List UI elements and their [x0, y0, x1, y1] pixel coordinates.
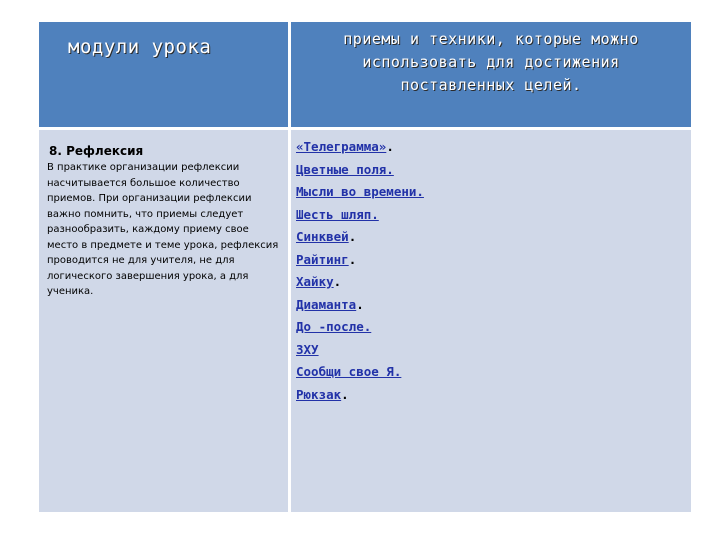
- technique-suffix: .: [341, 386, 349, 402]
- technique-suffix: .: [386, 139, 394, 154]
- technique-item: [296, 384, 424, 407]
- technique-item: [296, 271, 424, 294]
- technique-item: [296, 159, 424, 182]
- lesson-table: [39, 22, 691, 512]
- technique-link[interactable]: «Телеграмма»: [296, 139, 387, 154]
- technique-item: [296, 316, 424, 339]
- technique-link[interactable]: Хайку: [296, 274, 334, 289]
- technique-link[interactable]: Синквей: [296, 229, 349, 244]
- column-header-line: использовать для достижения: [362, 53, 620, 71]
- technique-link[interactable]: Мысли во времени.: [296, 184, 424, 199]
- technique-suffix: .: [356, 296, 364, 312]
- column-header-line: приемы и техники, которые можно: [343, 30, 639, 48]
- column-header-modules: модули урока: [68, 36, 212, 58]
- technique-suffix: .: [333, 274, 342, 289]
- technique-link[interactable]: ЗХУ: [296, 341, 319, 357]
- techniques-list: [296, 136, 424, 406]
- section-description: В практике организации рефлексии насчитывается большое количество приемов. При организации рефлексии важно помнить, что приемы следует разнообразить, каждому приему свое место в предмете и теме урока, рефлексия проводится не для учителя, не для логического завершения урока, а для ученика.: [47, 162, 279, 297]
- section-title: 8. Рефлексия: [49, 144, 144, 158]
- header-cell-modules: [39, 22, 288, 127]
- technique-item: [296, 294, 424, 317]
- technique-suffix: .: [348, 251, 357, 267]
- technique-link[interactable]: Диаманта: [296, 296, 357, 312]
- technique-item: [296, 249, 424, 272]
- technique-item: [296, 204, 424, 227]
- technique-link[interactable]: Рюкзак: [296, 386, 342, 402]
- column-header-techniques: [291, 28, 691, 97]
- body-cell-module: [39, 130, 288, 512]
- technique-link[interactable]: Сообщи свое Я.: [296, 364, 402, 379]
- technique-item: [296, 361, 424, 384]
- technique-item: [296, 339, 424, 362]
- technique-link[interactable]: До -после.: [296, 319, 372, 334]
- technique-item: [296, 226, 424, 249]
- column-header-line: поставленных целей.: [400, 76, 582, 94]
- body-cell-techniques: [291, 130, 691, 512]
- technique-suffix: .: [348, 229, 357, 244]
- technique-link[interactable]: Шесть шляп.: [296, 206, 379, 222]
- technique-link[interactable]: Райтинг: [296, 251, 349, 267]
- technique-link[interactable]: Цветные поля.: [296, 161, 394, 177]
- header-cell-techniques: [291, 22, 691, 127]
- technique-item: [296, 136, 424, 159]
- technique-item: [296, 181, 424, 204]
